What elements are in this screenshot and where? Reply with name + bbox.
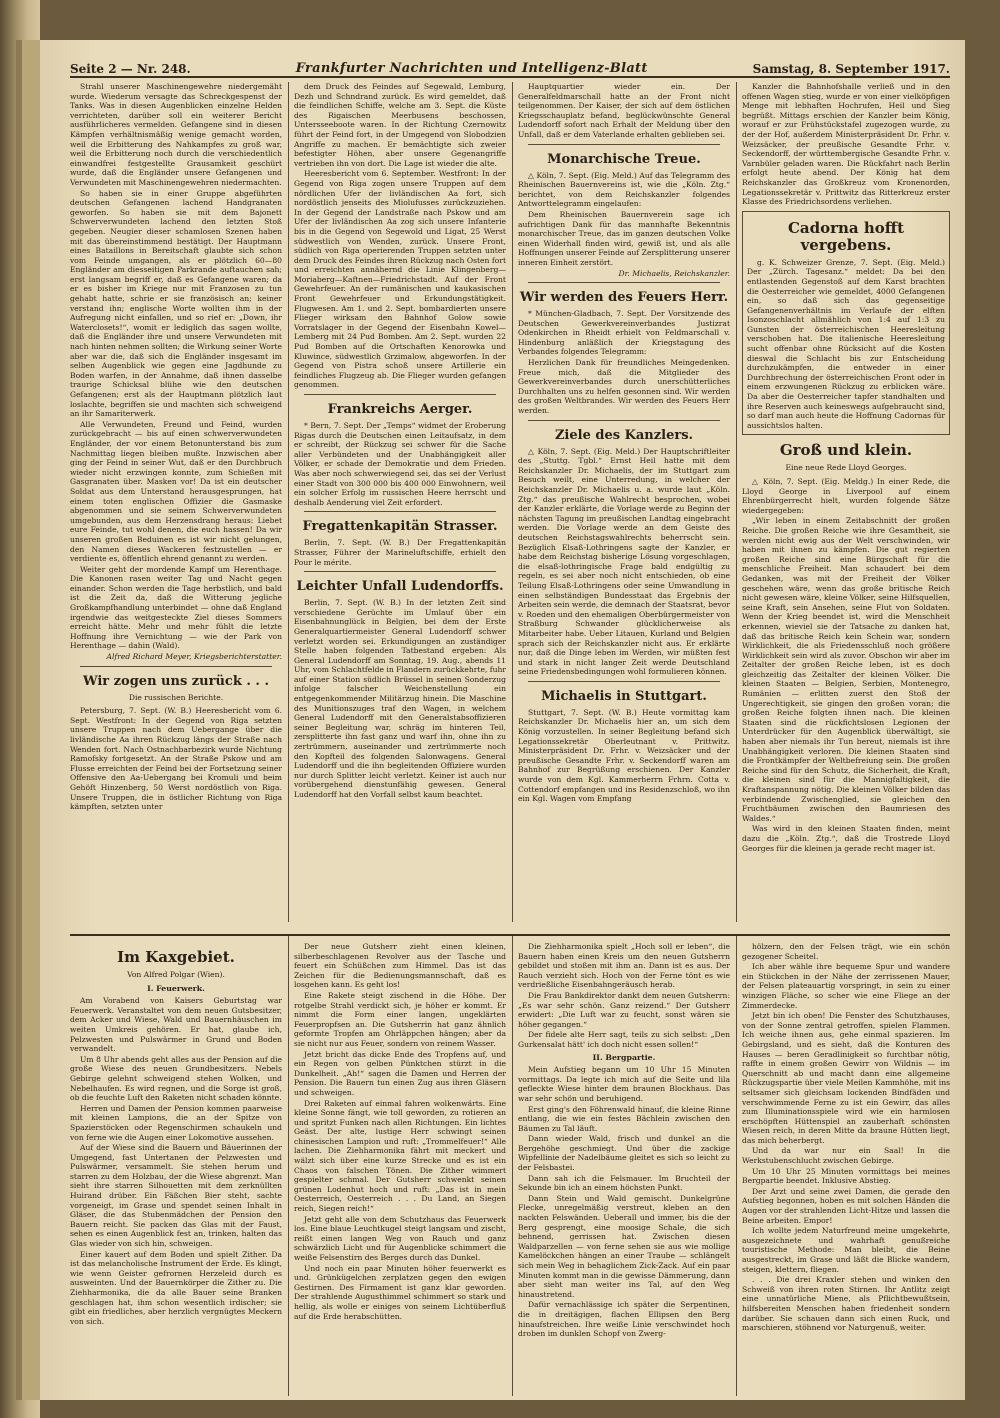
paragraph: Weiter geht der mordende Kampf um Herenthage. Die Kanonen rasen weiter Tag und Nacht gegen einander. Schon werden die Tage herbstlich, und bald ist die Zeit da, daß die Witterung jegliche Großkampfhandlung unterbindet — ohne daß England irgendwie das weitgesteckte Ziel dieses Sommers erreicht hätte. Mehr und mehr fühlt die letzte Hoffnung ihre Vernichtung — wie der Park von Herenthage — dahin (Wald). [70, 564, 282, 651]
paragraph: Berlin, 7. Sept. (W. B.) Der Fregattenkapitän Strasser, Führer der Marineluftschiffe, erhielt den Pour le mérite. [294, 538, 506, 567]
article-heading: Wir werden des Feuers Herr. [519, 290, 729, 306]
paragraph: g. K. Schweizer Grenze, 7. Sept. (Eig. Meld.) Der „Zürch. Tagesanz.“ meldet: Da bei den entlastenden Gegenstoß auf dem Karst brachten die Oesterreicher wie gemeldet, 4000 Gefangenen ein, so daß sich das gegenseitige Gefangenenverhältnis im Verlaufe der elften Isonzoschlacht allmählich von 1:4 auf 1:3 zu Gunsten der österreichischen Heeresleitung verschoben hat. Die italienische Heeresleitung sucht offenbar ohne Rücksicht auf die Kosten dieswal die Schlacht bis zur Entscheidung durchzukämpfen, die entweder in einer Durchbrechung der österreichischen Front oder in einem erzwungenen Rückzug zu erblicken wäre. Da aber die Oesterreicher tapfer standhalten und ihre Reserven auch keineswegs aufgebraucht sind, so darf man auch heute die Hoffnung Cadornas für aussichtslos halten. [747, 257, 945, 430]
paragraph: △ Köln, 7. Sept. (Eig. Meld.) Auf das Telegramm des Rheinischen Bauernvereins ist, wie die „Köln. Ztg.“ berichtet, von dem Reichskanzler folgendes Antworttelegramm eingelaufen: [518, 170, 730, 209]
column-1 [70, 82, 282, 922]
column-rule [288, 936, 289, 1396]
column-rule [736, 82, 737, 922]
paragraph: . . . Die drei Kraxler stehen und winken den Schweiß von ihren roten Stirnen. Ihr Antlitz zeigt eine unnatürliche Miene, als Pflichtbewußtsein, hilfsbereiten Menschen haben friedenheit sondern darüber. Sie schauen dann sich einen Ruck, und marschieren, stöhnend vor Naturgenuß, weiter. [742, 1275, 950, 1333]
paragraph: Jetzt geht alle von dem Schutzhaus das Feuerwerk los. Eine blaue Leuchtkugel steigt langsam und zischt, reißt einen langen Weg von Rauch und ganz schwärzlich Licht und für Augenblicke schimmert die weiße Felsenstirn des Berges durch das Dunkel. [294, 1214, 506, 1262]
paragraph: Eine Rakete steigt zischend in die Höhe. Der rotgelbe Strahl verdickt sich, je höher er kommt. Er nimmt die Form einer langen, ungeklärten Feuerpropfsen an. Die Gutsherrin hat ganz ähnlich geformte Tropfen am Ohrläppchen hängen; aber da sie nicht nur aus Feuer, sondern von reinem Wasser. [294, 990, 506, 1048]
feuilleton-title: Im Kaxgebiet. [117, 948, 235, 966]
paragraph: Hauptquartier wieder ein. Der Generalfeldmarschall hatte an der Front nicht teilgenommen. Der Kaiser, der sich auf dem östlichen Kriegsschauplatz befand, beglückwünschte General Ludendorff sofort nach Erhalt der Meldung über den Unfall, daß er dem Vaterlande erhalten geblieben sei. [518, 82, 730, 139]
column-4 [742, 82, 950, 922]
paragraph: △ Köln, 7. Sept. (Eig. Meld.) Der Hauptschriftleiter des „Stuttg. Tgbl.“ Ernst Heil hatte mit dem Reichskanzler Dr. Michaelis, der im Stuttgart zum Besuch weilt, eine Unterredung, in welcher der Reichskanzler Dr. Michaelis u. a. wurde laut „Köln. Ztg.“ das preußische Wahlrecht besprochen, wobei der Kanzler erklärte, die Vorlage werde zu Beginn der nächsten Tagung im preußischen Landtag eingebracht werden. Die Vorlage werde an dem Geiste des deutschen Reichstagswahlrechts beherrscht sein. Bezüglich Elsaß-Lothringens sagte der Kanzler, er habe dem Reichstag bisherige Lösung vorgeschlagen, die elsaß-lothringische Frage bald endgültig zu regeln, es sei aber noch nicht entschieden, ob eine Teilung Elsaß-Lothringens oder seine Umwandlung in einen selbständigen Bundesstaat das Ergebnis der Arbeiten sein werde, die demnach der Staatsrat, bevor v. Roeden und den ehemaligen Oberbürgermeister von Straßburg Schwander glücklicherweise als Mitarbeiter habe. Ueber Litauen, Kurland und Belgien sprach sich der Reichskanzler nicht aus. Er erklärte nur, daß die Dinge leben im Werden, wir müßten fest und stark in nicht langer Zeit werde Deutschland seine Friedensbedingungen wohl formulieren können. [518, 446, 730, 677]
article-heading: Ziele des Kanzlers. [554, 427, 694, 443]
divider [304, 571, 496, 572]
paragraph: Dann wieder Wald, frisch und dunkel an die Bergehöhe geschmiegt. Und über die zackige Wipfellinie der Nadelbäume gleitet es sich so leicht zu der Felsbastei. [518, 1134, 730, 1173]
signature: Dr. Michaelis, Reichskanzler. [618, 268, 730, 278]
article-heading: Cadorna hofft vergebens. [787, 218, 905, 254]
byline: Alfred Richard Meyer, Kriegsberichterstatter. [106, 652, 282, 662]
article-box [742, 211, 950, 436]
divider [304, 511, 496, 512]
column-rule [288, 82, 289, 922]
divider [80, 666, 272, 667]
page-edge [0, 0, 40, 1418]
upper-section [70, 82, 950, 922]
article-subheading: Eine neue Rede Lloyd Georges. [785, 463, 907, 473]
paragraph: Stuttgart, 7. Sept. (W. B.) Heute vormittag kam Reichskanzler Dr. Michaelis hier an, um sich dem König vorzustellen. In seiner Begleitung befand sich Legationssekretär Oberleutnant v. Prittwitz. Ministerpräsident Dr. Frhr. v. Weizsäcker und der preußische Gesandte Frhr. v. Seckendorff waren am Bahnhof zur Begrüßung erschienen. Der Kanzler wurde von dem Kgl. Kammerherrn Frhrn. Cotta v. Cottendorf empfangen und ins Residenzschloß, wo ihn ein Kgl. Wagen vom Empfang [518, 707, 730, 804]
page-header [70, 54, 950, 78]
article-heading: Wir zogen uns zurück . . . [82, 673, 270, 689]
article-heading: Frankreichs Aerger. [327, 402, 473, 417]
article-heading: Leichter Unfall Ludendorffs. [296, 579, 504, 595]
paragraph: Die Ziehharmonika spielt „Hoch soll er leben“, die Bauern haben einen Kreis um den neuen Gutsherrn gebildet und stoßen mit ihm an. Dann ist es aus. Der Rauch verzieht sich. Hoch von der Ferne tönt es wie verdrießliche Eisenbahngeräusch herab. [518, 942, 730, 990]
paragraph: * Bern, 7. Sept. Der „Temps“ widmet der Eroberung Rigas durch die Deutschen einen Leitaufsatz, in dem er schreibt, der Rückzug sei schwer für die Sache aller Verbündeten und der Unabhängigkeit aller Völker, er schade der Demokratie und dem Frieden. Was aber noch schwerwiegend sei, das sei der Verlust einer Stadt von 300 000 bis 400 000 Einwohnern, weil ein solcher Erfolg im russischen Heere herrscht und deshalb Aenderung viel Zeit erfordert. [294, 421, 506, 507]
newspaper-page [40, 40, 965, 1400]
paragraph: Was wird in den kleinen Staaten finden, meint dazu die „Köln. Ztg.“, daß die Trostrede Lloyd Georges für die kleinen ja gerade recht mager ist. [742, 824, 950, 853]
paragraph: Herzlichen Dank für freundliches Meingedenken. Freue mich, daß die Mitglieder des Gewerkvereinverbandes durch unerschütterliches Durchhalten uns zu helfen gesonnen sind. Wir werden des großen Weltbrandes. Wir werden des Feuers Herr werden. [518, 358, 730, 416]
paragraph: Ich aber wähle ihre bequeme Spur und wandere ein Stückchen in der Nähe der zerrissenen Mauer, der Felsen plateauartig vorspringt, in sein zu einer winzigen Fläche, so scher wie eine Fliege an der Zimmerdecke. [742, 962, 950, 1010]
article-heading: Fregattenkapitän Strasser. [302, 519, 498, 535]
feuilleton-author: Von Alfred Polgar (Wien). [127, 970, 225, 979]
paragraph: dem Druck des Feindes auf Segewald, Lemburg, Dezh und Schndrand zurück. Es wird gemeldet, daß die feindlichen Schiffe, welche am 3. Sept. die Küste des Rigaischen Meerbusens beschossen, Untersseeboote waren. In der Richtung Czernowitz führt der Feind fort, in der Umgegend von Slobodzien Angriffe zu machen. Er bemächtigte sich zweier befestigter Höhen, aber unsere Gegenangriffe vertrieben ihn von dort. Die Lage ist wieder die alte. [294, 82, 506, 168]
article-heading: Monarchische Treue. [547, 151, 701, 167]
paragraph: So haben sie in einer Gruppe abgeführten deutschen Gefangenen lachend Handgranaten geworfen. So haben sie mit dem Bajonett Schwerverwundeten lachend den letzten Stoß gegeben. Neugier dieser schamlosen Szenen haben mit das übereinstimmend bestätigt. Der Hauptmann eines Bataillons in Bereitschaft glaubte sich schon vom Feinde umgangen, als er plötzlich 60—80 Engländer am diesseitigen Parkrande auftauchen sah; erst langsam begriff er, daß es Gefangene waren; da er es bisher im Kriege nur mit Franzosen zu tun gehabt hatte, schrie er sie französisch an; keiner verstand ihn; englische Worte wollten ihm in der Aufregung nicht einfallen, und so rief er: „Down, ihr Waterclosets!“, womit er lediglich das sagen wollte, daß die Engländer ihre und unsere Verwundeten mit nach hinten nehmen sollten; die Wirkung seiner Worte aber war die, daß sich die Engländer insgesamt im selben Augenblick wie gegen eine Jagdhunde zu Boden warfen, in der Annahme, daß ihnen dasselbe traurige Schicksal blühe wie den deutschen Gefangenen; erst als der Hauptmann plötzlich laut loslachte, begriffen sie und machten sich schweigend an ihr Samariterwerk. [70, 188, 282, 419]
paragraph: Jetzt bin ich oben! Die Fenster des Schutzhauses, von der Sonne zentral getroffen, spielen Flammen. Ich weiche ihnen aus, gehe einmal spazieren. Im Gebirgsland, und es sieht, daß die Konturen des Hauses — beren Geradlinigkeit so furchtbar nötig, raffte in einem großen Gewirr von Wildnis — im Querschnitt ab und macht dann eine allgemeine Rückzugspartie über viele Meilen Kammhöhe, mit ins seltsamer sich gleichsam lockenden Bindfäden und verschwimmende Ferne zu ist ein Gewirr, das alles zum Illuminationsspiele wird wie ein harmlosen erschöpften Hüttenspiel an zauberhaft schönsten Wiesen reich, in deren Mitte da braune Hütten liegt, das mich beherbergt. [742, 1011, 950, 1145]
paragraph: Heeresbericht vom 6. September. Westfront: In der Gegend von Riga zogen unsere Truppen auf dem nördlichen Ufer der livländischen Aa fort, sich nordöstlich jenseits des Miolufusses zurückzuziehen. In der Gegend der Landstraße nach Pskow und am Ufer der livländischen Aa zog sich unsere Infanterie bis in die Gegend von Segewold und Ligat, 25 Werst südwestlich von Wenden, zurück. Unsere Front, südlich von Riga operierenden Truppen setzten unter dem Druck des Feindes ihren Rückzug nach Osten fort und erreichten annähernd die Linie Klingenberg—Moriaberg—Kaftnen—Friedrichstadt. Auf der Front Gewehrfeuer. An der rumänischen und kaukasischen Front Gewehrfeuer und Erkundungstätigkeit. Flugwesen. Am 1. und 2. Sept. bombardierten unsere Flieger wirksam den Bahnhof Golow sowie Vorratslager in der Gegend der Eisenbahn Kowel—Lemberg mit 24 Pud Bomben. Am 2. Sept. wurden 22 Pud Bomben auf die Ortschaften Kenorowka und Kluwince, südwestlich Grzimalow, abgeworfen. In der Gegend von Pistra schoß unsere Artillerie ein feindliches Flugzeug ab. Die Flieger wurden gefangen genommen. [294, 169, 506, 390]
paragraph: Herren und Damen der Pension kommen paarweise mit kleinen Lampions, die an der Spitze von Spazierstöcken oder Regenschirmen schaukeln und von ferne wie die Augen einer Lokomotive aussehen. [70, 1103, 282, 1142]
paragraph: Dann Stein und Wald gemischt. Dunkelgrüne Flecke, unregelmäßig verstreut, kleben an den nackten Felswänden. Ueberall und immer, bis die der Berg gesprengt, eine moosige Schale, die sich behnend, gerrissen hat. Zwischen diesen Waldparzellen — von ferne sehen sie aus wie mollige Kamelöckchen hängen an einer Traube — schlängelt sich mein Weg in behaglichem Zick-Zack. Auf ein paar Minuten kommt man in die gewisse Dämmerung, dann aber sieht man weiter ins Tal, auf den Weg hinaustretend. [518, 1193, 730, 1299]
column-rule [512, 82, 513, 922]
paragraph: △ Köln, 7. Sept. (Eig. Meldg.) In einer Rede, die Lloyd George in Liverpool auf einem Ehrenbürgerrecht hielt, wurden folgende Sätze wiedergegeben: [742, 477, 950, 515]
paragraph: Ich wollte jedem Naturfreund meine umgekehrte, ausgezeichnete und wahrhaft genußreiche touristische Methode: Man bleibt, die Beine ausgestreckt, im Grase und läßt die Blicke wandern, steigen, klettern, fliegen. [742, 1226, 950, 1274]
issue-date: Samstag, 8. September 1917. [752, 62, 950, 76]
paragraph: Um 8 Uhr abends geht alles aus der Pension auf die große Wiese des neuen Grundbesitzers. Nebels Gebirge gelehnt schweigend stehen Wolken, und Nebelhaufen. Es wird regnen, und die Sorge ist groß, ob die feuchte Luft den Raketen nicht schaden könnte. [70, 1054, 282, 1103]
paragraph: Kanzler die Bahnhofshalle verließ und in den offenen Wagen stieg, wurde er von einer vielköpfigen Menge mit lebhaften Hochrufen, Heil und Sieg begrüßt. Mittags erschien der Kanzler beim König, worauf er zur Frühstückstafel zugezogen wurde, zu der der Hof, außerdem Ministerpräsident Dr. Frhr. v. Weizsäcker, der preußische Gesandte Frhr. v. Seckendorff, der württembergische Gesandte Frhr. v. Varnbüler geladen waren. Die Rückfahrt nach Berlin erfolgt heute abend. Der König hat dem Reichskanzler das Großkreuz vom Kronenorden, Legationssekretär v. Prittwitz das Ritterkreuz erster Klasse des Friedrichsordens verliehen. [742, 82, 950, 207]
column-2 [294, 82, 506, 922]
paragraph: Der neue Gutsherr zieht einen kleinen, silberbeschlagenen Revolver aus der Tasche und feuert ein Schüßchen zum Himmel. Das ist das Zeichen für die Bedienungsmannschaft, daß es losgehen kann. Es geht los! [294, 942, 506, 990]
paragraph: Erst ging's den Föhrenwald hinauf, die kleine Rinne entlang, die wie ein festes Bächlein zwischen den Bäumen zu Tal läuft. [518, 1104, 730, 1133]
paragraph: Strahl unserer Maschinengewehre niedergemäht wurde. Wiederum versagte das Schreckgespenst der Tanks. Was in diesen Augenblicken einzelne Helden verrichteten, darüber soll ein weiterer Bericht ausführlicheres vermelden. Gefangene sind in diesen Kämpfen verhältnismäßig wenige gemacht worden, weil die Erbitterung des Nahkampfes zu groß war, weil die Erbitterung noch durch die verschiedentlich einwandfrei festgestellte Grausamkeit geschürt wurde, daß die Engländer unsere Gefangenen und Verwundeten mit Maschinengewehren niedermachten. [70, 82, 282, 187]
paragraph: Berlin, 7. Sept. (W. B.) In der letzten Zeit sind verschiedene Gerüchte im Umlauf über ein Eisenbahnunglück in Belgien, bei dem der Erste Generalquartiermeister General Ludendorff schwer verletzt worden sei. Erkundigungen an zuständiger Stelle haben folgenden Tatbestand ergeben: Als General Ludendorff am Sonntag, 19. Aug., abends 11 Uhr, vom Schlachtfelde in Flandern zurückkehrte, fuhr auf einer Station südlich Brüssel in seinen Sonderzug infolge falscher Weichenstellung ein entgegenkommender Militärzug hinein. Die Maschine des Munitionszuges traf den Wagen, in welchem General Ludendorff mit den Generalstabsoffizieren seiner Begleitung war, schräg im hinteren Teil, zersplitterte ihn fast ganz und warf ihn, ohne ihn zu zertrümmern, auseinander und zertrümmerte noch den Kopfteil des folgenden Salonwagens. General Ludendorff und die ihn begleitenden Offiziere wurden nur durch Splitter leicht verletzt. Keiner ist auch nur vorübergehend dienstunfähig gewesen. General Ludendorff hat den Vorfall selbst kaum beachtet. [294, 598, 506, 799]
divider [528, 420, 720, 421]
paragraph: Der fidele alte Herr sagt, teils zu sich selbst: „Den Gurkensalat hätt' ich doch nicht essen sollen!“ [518, 1030, 730, 1049]
newspaper-name: Frankfurter Nachrichten und Intelligenz-Blatt [295, 61, 648, 76]
paragraph: Dem Rheinischen Bauernverein sage ich aufrichtigen Dank für das mannhafte Bekenntnis monarchischer Treue, das im ganzen deutschen Volke einen Widerhall finden wird, gewiß ist, und als alle Hoffnungen unserer Feinde auf Zersplitterung unserer inneren Einheit zerstört. [518, 209, 730, 267]
page-number: Seite 2 — Nr. 248. [70, 62, 191, 76]
feuilleton-column-1 [70, 942, 282, 1392]
feuilleton-column-4 [742, 942, 950, 1392]
divider [528, 282, 720, 283]
feuilleton-column-3 [518, 942, 730, 1392]
article-heading: Michaelis in Stuttgart. [541, 688, 707, 704]
paragraph: Petersburg, 7. Sept. (W. B.) Heeresbericht vom 6. Sept. Westfront: In der Gegend von Riga setzten unsere Truppen nach dem Uebergange über die livländische Aa ihren Rückzug längs der Straße nach Wenden fort. Nach Ostnachbarbezirk wurde Nichtung Ramofsky fortgesetzt. An der Straße Pskow und am Flusse erreichten der Feind bei der Fortsetzung seiner Offensive den Aa-Uebergang bei Kromuli und beim Gehöft Hinzenberg, 50 Werst nordöstlich von Riga. Unsere Truppen, die in östlicher Richtung von Riga kämpften, setzten unter [70, 706, 282, 812]
paragraph: Auf der Wiese sind die Bauern und Bäuerinnen der Umgegend, fast Untertanen der Pelzwesten und Pulswärmer, versammelt. Sie stehen herum und starren zu dem Holzbau, der die Wiese abgrenzt. Man sieht ihre starren Silhouetten mit dem zerknüllten Huirand drüber. Ein Fäßchen Bier steht, sachte vorgeneigt, im Grase und spendet seinen Inhalt in Gläser, die das Stubenmädchen der Pension den Bauern reicht. Sie packen das Glas mit der Faust, sehen es einen Augenblick fest an, trinken, halten das Glas wieder von sich hin, schweigen. [70, 1143, 282, 1249]
column-rule [736, 936, 737, 1396]
section-heading: II. Bergpartie. [592, 1052, 656, 1062]
feuilleton-column-2 [294, 942, 506, 1392]
paragraph: Einer kauert auf dem Boden und spielt Zither. Da ist das melancholische Instrument der Erde. Es klingt, wie wenn Geister gefrornen Herzeleid durch es ausweinten. Und der Bauernkörper die Zither zu. Die Ziehharmonika, die da alle Bauer seine Branken geschlagen hat, ihm schon wesentlich irdischer; sie gibt ein friedliches, aber herzlich vergnügtes Meckern von sich. [70, 1249, 282, 1326]
article-heading: Groß und klein. [779, 441, 913, 460]
paragraph: Am Vorabend von Kaisers Geburtstag war Feuerwerk. Veranstaltet von dem neuen Gutsbesitzer, dem Acker und Wiese, Wald und Bauernhäuschen im weiten Umkreis gehören. Er hat, glaube ich, Pelzwesten und Pulswärmer in Grund und Boden verwandelt. [70, 996, 282, 1054]
paragraph: Dafür vernachlässige ich später die Serpentinen, die in dreitägigen, flachen Ellipsen den Berg hinaufstreichen. Ihre weiße Linie verschwindet hoch droben im dunklen Schopf von Zwerg- [518, 1300, 730, 1339]
column-rule [512, 936, 513, 1396]
paragraph: Der Arzt und seine zwei Damen, die gerade den Aufstieg begonnen, hoben es mit solchen Händen die Augen vor der strahlenden Licht-Hitze und lassen die Beine arbeiten. Empor! [742, 1186, 950, 1225]
paragraph: Alle Verwundeten, Freund und Feind, wurden zurückgebracht — bis auf einen schwerverwundeten Engländer, der vor einem Betonunterstand bis zum Nachmittag liegen bleiben mußte. Inzwischen aber ging der Feind in seiner Wut, daß er den Durchbruch wieder nicht erzwingen konnte, zum Schießen mit Gasgranaten über. Masken vor! Da ist ein deutscher Soldat aus dem Unterstand herausgesprungen, hat einem toten englischen Offizier die Gasmaske abgenommen und sie seinem Schwerverwundeten umgebunden, aus dem Herzensdrang heraus: Liebet eure Feinde, tut wohl denen, die euch hassen! Da wir unseren großen Beduinen es ist wir nicht gelungen, den Namen dieses Wackeren festzustellen — er verdiente es, öffentlich ehrend genannt zu werden. [70, 419, 282, 564]
paragraph: Mein Aufstieg begann um 10 Uhr 15 Minuten vormittags. Da legte ich mich auf die Seite und lila gefleckte Wiese hinter dem braunen Blockhaus. Das war sehr schön und beruhigend. [518, 1065, 730, 1103]
column-3 [518, 82, 730, 922]
paragraph: hölzern, den der Felsen trägt, wie ein schön gezogener Scheitel. [742, 942, 950, 961]
paragraph: Die Frau Bankdirektor dankt dem neuen Gutsherrn: „Es war sehr schön. Ganz reizend.“ Der Gutsherr erwidert: „Die Luft war zu feucht, sonst wären sie höher gegangen.“ [518, 990, 730, 1029]
paragraph: Und noch ein paar Minuten höher feuerwerkt es und. Grünkügelchen zerplatzen gegen den ewigen Gestirnen. Des Firmament ist ganz klar geworden. Der strahlende Augusthimmel schimmert so stark und hellig, als wolle er einiges von seinem Lichtüberfluß auf die Erde herabschütten. [294, 1263, 506, 1321]
paragraph: „Wir leben in einem Zeitabschnitt der großen Reiche. Die großen Reiche wie ihre Gesamtheit, sie werden nicht ewig aus der Welt verschwinden, wir haben mit ihnen zu kämpfen. Die gut regierten großen Reiche sind eine Bürgschaft für die menschliche Freiheit. Man schaudert bei dem Gedanken, was mit der Freiheit der Völker geschehen wäre, wenn das große britische Reich nicht gewesen wäre, kleine Völker, seine Hilfsquellen, seine Kraft, sein Ansehen, seine Flut von Soldaten. Wenn der Krieg beendet ist, wird die Menschheit erkennen, wieviel sie der Tatsache zu danken hat, daß das britische Reich kein Schein war, sondern Wirklichkeit, die als Friedensschluß noch größere Wirklichkeit sein wird als zuvor. Obschon wir aber im Zeitalter der großen Reiche leben, ist es doch gleichzeitig das Zeitalter der kleinen Völker. Die kleinen Staaten — Belgien, Serbien, Montenegro, Rumänien — erlitten zuerst den Stoß der Ungerechtigkeit, sie gingen den großen voran; die großen Reiche folgten ihnen nach. Die kleinen Staaten sind die rückfichtslosen Legionen der Unterdrücker für den Augenblick überwältigt, sie haben aber niemals ihr Tun bereut, niemals ist ihre Unabhängigkeit verloren. Die kleinen Staaten sind die Frontkämpfer der Weltbefreiung sein. Die großen Reiche sind für den Schutz, die Sicherheit, die Kraft, die kleinen sind für die Mannigfaltigkeit, die Kraftanspannung nötig. Die kleinen Völker bilden das verbindende Zwischenglied, sie gleichen den Fruchtbäumen zwischen den Baumriesen des Waldes.“ [742, 516, 950, 823]
paragraph: Um 10 Uhr 25 Minuten vormittags bei meines Bergpartie beendet. Inklusive Abstieg. [742, 1166, 950, 1186]
article-subheading: Die russischen Berichte. [128, 692, 224, 702]
paragraph: Dann sah ich die Felsmauer. Im Bruchteil der Sekunde bin ich an einem höchsten Punkt. [518, 1173, 730, 1193]
paragraph: Jetzt bricht das dicke Ende des Tropfens auf, und ein Regen von gelben Pünktchen stürzt in die Dunkelheit. „Ah!“ sagen die Damen und Herren der Pension. Die Bauern tun einen Zug aus ihren Gläsern und schweigen. [294, 1049, 506, 1097]
paragraph: * München-Gladbach, 7. Sept. Der Vorsitzende des Deutschen Gewerkvereinverbandes Justizrat Odenkirchen in Rheidt erhielt von Feldmarschall v. Hindenburg anläßlich der Kriegstagung des Verbandes folgendes Telegramm: [518, 309, 730, 357]
paragraph: Und da war nur ein Saal! In die Werkstubenschlucht zwischen Gebirge. [742, 1146, 950, 1166]
divider [304, 394, 496, 395]
divider [528, 144, 720, 145]
divider [528, 681, 720, 682]
section-heading: I. Feuerwerk. [147, 983, 205, 993]
paragraph: Drei Raketen auf einmal fahren wolkenwärts. Eine kleine Sonne fängt, wie toll geworden, zu rotieren an und spritzt Funken nach allen Richtungen. Ein lichtes Geäst. Der alte, lustige Herr schwingt seinen chinesischen Lampion und ruft: „Trommelfeuer!“ Alle lachen. Die Ziehharmonika fährt mit meckert und wälzt sich über eine kurze Strecke und es ist ein Chaos von falschen Tönen. Die Zither wimmert gespielter schmal. Der Gutsherr schwenkt seinen grünen Lodenhut hoch und ruft: „Das ist in mein Oesterreich, Oesterreich . . . Du Land, an Siegen reich, Siegen reich!“ [294, 1098, 506, 1214]
feuilleton-section [70, 934, 950, 1396]
